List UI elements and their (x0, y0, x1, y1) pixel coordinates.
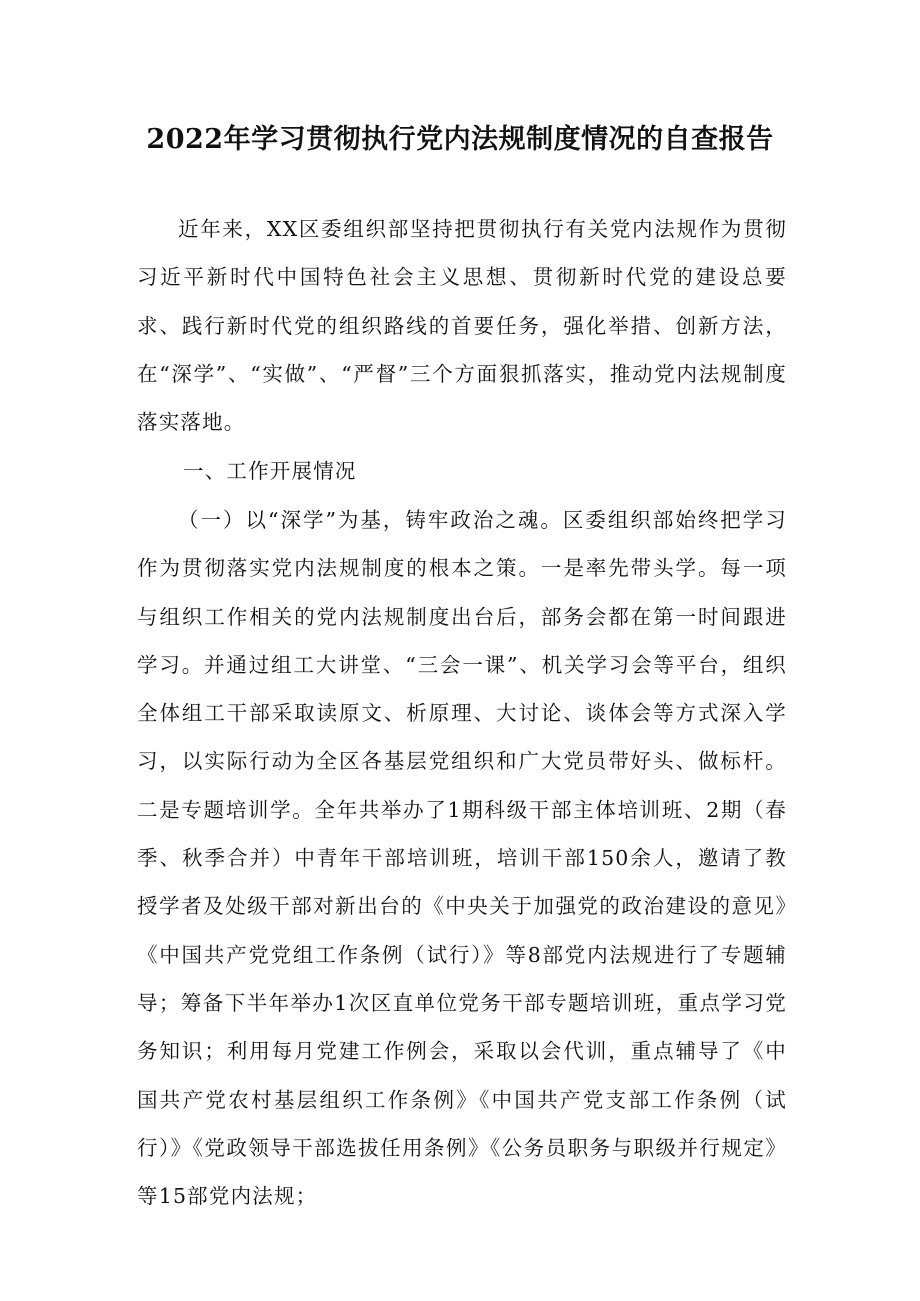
section-heading: 一、工作开展情况 (183, 459, 357, 483)
document-title: 2022年学习贯彻执行党内法规制度情况的自查报告 (146, 124, 774, 155)
intro-paragraph: 近年来，XX区委组织部坚持把贯彻执行有关党内法规作为贯彻习近平新时代中国特色社会主义思想、贯彻新时代党的建设总要求、践行新时代党的组织路线的首要任务，强化举措、创新方法，在“深学”、“实做”、“严督”三个方面狠抓落实，推动党内法规制度落实落地。 (137, 217, 787, 435)
section-paragraph: （一）以“深学”为基，铸牢政治之魂。区委组织部始终把学习作为贯彻落实党内法规制度的根本之策。一是率先带头学。每一项与组织工作相关的党内法规制度出台后，部务会都在第一时间跟进学习。并通过组工大讲堂、“三会一课”、机关学习会等平台，组织全体组工干部采取读原文、析原理、大讨论、谈体会等方式深入学习，以实际行动为全区各基层党组织和广大党员带好头、做标杆。二是专题培训学。全年共举办了1期科级干部主体培训班、2期（春季、秋季合并）中青年干部培训班，培训干部150余人，邀请了教授学者及处级干部对新出台的《中央关于加强党的政治建设的意见》《中国共产党党组工作条例（试行）》等8部党内法规进行了专题辅导；筹备下半年举办1次区直单位党务干部专题培训班，重点学习党务知识；利用每月党建工作例会，采取以会代训，重点辅导了《中国共产党农村基层组织工作条例》《中国共产党支部工作条例（试行）》《党政领导干部选拔任用条例》《公务员职务与职级并行规定》等15部党内法规； (137, 508, 787, 1209)
